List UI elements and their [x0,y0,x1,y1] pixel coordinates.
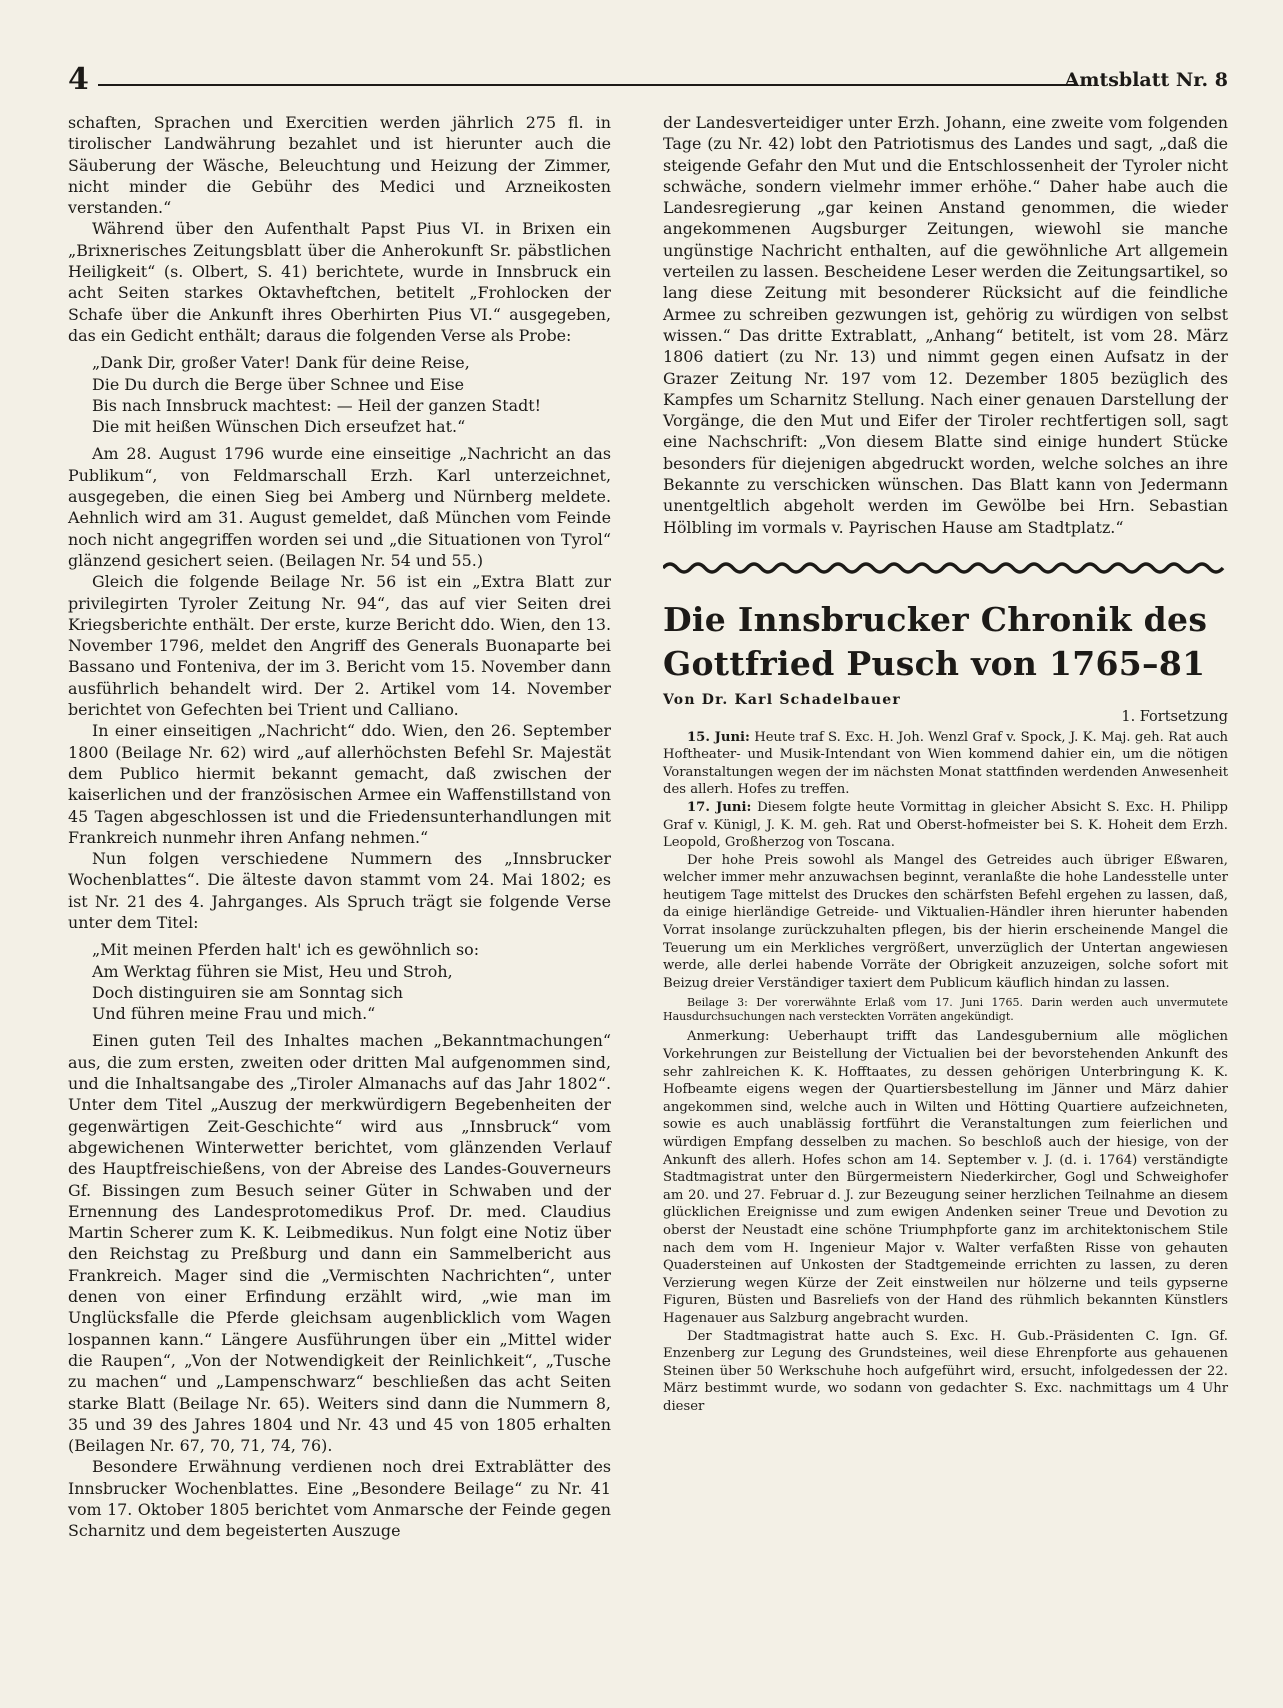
verse-line: „Dank Dir, großer Vater! Dank für deine Reise, [92,353,470,373]
entry-text: Diesem folgte heute Vormittag in gleicher Absicht S. Exc. H. Philipp Graf v. Künigl, J. K. M. geh. Rat und Oberst-hofmeister bei S. K. Hoheit dem Erzh. Leopold, Großherzog von Toscana. [663,799,1229,851]
wavy-separator [663,556,1228,580]
paragraph: Nun folgen verschiedene Nummern des „Innsbrucker Wochenblattes“. Die älteste davon stammt vom 24. Mai 1802; es ist Nr. 21 des 4. Jahrganges. Als Spruch trägt sie folgende Verse unter dem Titel: [68,849,611,932]
chronicle-entry: Anmerkung: Ueberhaupt trifft das Landesgubernium alle möglichen Vorkehrungen zur Beistellung der Victualien bei der bevorstehenden Ankunft des sehr zahlreichen K. K. Hofftaates, zu dessen gehörigen Unterbringung K. K. Hofbeamte eigens wegen der Quartiersbestellung im Jänner und März dahier angekommen sind, welche auch in Wilten und Hötting Quartiere aufzeichneten, sowie es auch unablässig fortführt die Veranstaltungen zum feierlichen und würdigen Empfang desselben zu machen. So beschloß auch der hiesige, von der Ankunft des allerh. Hofes schon am 14. September v. J. (d. i. 1764) verständigte Stadtmagistrat unter den Bürgermeistern Niederkircher, Gogl und Schweighofer am 20. und 27. Februar d. J. zur Bezeugung seiner herzlichen Teilnahme an diesem glücklichen Ereignisse und zum ewigen Andenken seiner Treue und Devotion zu oberst der Neustadt eine schöne Triumphpforte ganz im architektonischem Stile nach dem vom H. Ingenieur Major v. Walter verfaßten Risse von gehauten Quadersteinen auf Unkosten der Stadtgemeinde errichten zu lassen, zu deren Verzierung wegen Kürze der Zeit einstweilen nur hölzerne und teils gypserne Figuren, Büsten und Basreliefs von der Hand des rühmlich bekannten Künstlers Hagenauer aus Salzburg angebracht wurden. [663,1029,1228,1326]
paragraph: Einen guten Teil des Inhaltes machen „Bekanntmachungen“ aus, die zum ersten, zweiten oder dritten Mal aufgenommen sind, und die Inhaltsangabe des „Tiroler Almanachs auf das Jahr 1802“. Unter dem Titel „Auszug der merkwürdigern Begebenheiten der gegenwärtigen Zeit-Geschichte“ wird aus „Innsbruck“ vom abgewichenen Winterwetter berichtet, vom glänzenden Verlauf des Hauptfreischießens, von der Abreise des Landes-Gouverneurs Gf. Bissingen zum Besuch seiner Güter in Schwaben und der Ernennung des Landesprotomedikus Prof. Dr. med. Claudius Martin Scherer zum K. K. Leibmedikus. Nun folgt eine Notiz über den Reichstag zu Preßburg und dann ein Sammelbericht aus Frankreich. Mager sind die „Vermischten Nachrichten“, unter denen von einer Erfindung erzählt wird, „wie man im Unglücksfalle die Pferde gleichsam augenblicklich vom Wagen lospannen kann.“ Längere Ausführungen über ein „Mittel wider die Raupen“, „Von der Notwendigkeit der Reinlichkeit“, „Tusche zu machen“ und „Lampenschwarz“ beschließen das acht Seiten starke Blatt (Beilage Nr. 65). Weiters sind dann die Nummern 8, 35 und 39 des Jahres 1804 und Nr. 43 und 45 von 1805 erhalten (Beilagen Nr. 67, 70, 71, 74, 76). [68,1031,611,1456]
publication-title: Amtsblatt Nr. 8 [1064,69,1228,91]
verse-line: „Mit meinen Pferden halt' ich es gewöhnlich so: [92,940,480,960]
entry-date: 17. Juni: [687,799,752,815]
paragraph: In einer einseitigen „Nachricht“ ddo. Wien, den 26. September 1800 (Beilage Nr. 62) wird „auf allerhöchsten Befehl Sr. Majestät dem Publico hiermit bekannt gemacht, daß zwischen der kaiserlichen und der französischen Armee ein Waffenstillstand von 45 Tagen abgeschlossen ist und die Friedensunterhandlungen mit Frankreich nunmehr ihren Anfang nehmen.“ [68,721,611,847]
paragraph: Während über den Aufenthalt Papst Pius VI. in Brixen ein „Brixnerisches Zeitungsblatt über die Anherokunft Sr. päbstlichen Heiligkeit“ (s. Olbert, S. 41) berichtete, wurde in Innsbruck ein acht Seiten starkes Oktavheftchen, betitelt „Frohlocken der Schafe über die Ankunft ihres Oberhirten Pius VI.“ ausgegeben, das ein Gedicht enthält; daraus die folgenden Verse als Probe: [68,219,611,345]
chronicle-body [663,729,1228,1416]
continuation-label: 1. Fortsetzung [1121,709,1228,726]
verse-line: Die mit heißen Wünschen Dich erseufzet hat.“ [92,417,466,437]
page-header [68,64,1228,96]
chronicle-entry: Der Stadtmagistrat hatte auch S. Exc. H. Gub.-Präsidenten C. Ign. Gf. Enzenberg zur Legung des Grundsteines, weil diese Ehrenpforte aus gehauenen Steinen über 50 Werkschuhe hoch aufgeführt wird, ersucht, infolgedessen der 22. März bestimmt wurde, wo sodann von gedachter S. Exc. nachmittags um 4 Uhr dieser [663,1328,1228,1414]
right-column [663,112,1228,1416]
paragraph: Gleich die folgende Beilage Nr. 56 ist ein „Extra Blatt zur privilegirten Tyroler Zeitung Nr. 94“, das auf vier Seiten drei Kriegsberichte enthält. Der erste, kurze Bericht ddo. Wien, den 13. November 1796, meldet den Angriff des Generals Buonaparte bei Bassano und Fonteniva, der im 3. Bericht vom 15. November dann ausführlich behandelt wird. Der 2. Artikel vom 14. November berichtet von Gefechten bei Trient und Calliano. [68,572,612,720]
page-number: 4 [68,62,89,97]
paragraph: Besondere Erwähnung verdienen noch drei Extrablätter des Innsbrucker Wochenblattes. Eine „Besondere Beilage“ zu Nr. 41 vom 17. Oktober 1805 berichtet vom Anmarsche der Feinde gegen Scharnitz und dem begeisterten Auszuge [68,1457,611,1541]
paragraph: der Landesverteidiger unter Erzh. Johann, eine zweite vom folgenden Tage (zu Nr. 42) lobt den Patriotismus des Landes und sagt, „daß die steigende Gefahr den Mut und die Entschlossenheit der Tyroler nicht schwäche, sondern vielmehr immer erhöhe.“ Daher habe auch die Landesregierung „gar keinen Anstand genommen, die wieder angekommenen Augsburger Zeitungen, wiewohl sie manche ungünstige Nachricht enthalten, auf die gewöhnliche Art allgemein verteilen zu lassen. Bescheidene Leser werden die Zeitungsartikel, so lang diese Zeitung mit besonderer Rücksicht auf die feindliche Armee zu schreiben gezwungen ist, gehörig zu würdigen von selbst wissen.“ Das dritte Extrablatt, „Anhang“ betitelt, ist vom 28. März 1806 datiert (zu Nr. 13) und nimmt gegen einen Aufsatz in der Grazer Zeitung Nr. 197 vom 12. Dezember 1805 bezüglich des Kampfes um Scharnitz Stellung. Nach einer genauen Darstellung der Vorgänge, die den Mut und Eifer der Tiroler rechtfertigen soll, sagt eine Nachschrift: „Von diesem Blatte sind einige hundert Stücke besonders für diejenigen abgedruckt worden, welche solches an ihre Bekannte zu verschicken wünschen. Das Blatt kann von Jedermann unentgeltlich abgeholt werden im Gewölbe bei Hrn. Sebastian Hölbling im vormals v. Payrischen Hause am Stadtplatz.“ [663,113,1228,537]
verse-line: Doch distinguiren sie am Sonntag sich [92,982,404,1002]
verse-block [92,939,611,1024]
paragraph: Am 28. August 1796 wurde eine einseitige „Nachricht an das Publikum“, von Feldmarschall Erzh. Karl unterzeichnet, ausgegeben, die einen Sieg bei Amberg und Nürnberg meldete. Aehnlich wird am 31. August gemeldet, daß München vom Feinde noch nicht angegriffen worden sei und „die Situationen von Tyrol“ glänzend gesichert seien. (Beilagen Nr. 54 und 55.) [68,444,611,570]
article-byline: Von Dr. Karl Schadelbauer [663,691,901,708]
entry-text: Heute traf S. Exc. H. Joh. Wenzl Graf v. Spock, J. K. Maj. geh. Rat auch Hoftheater- und Musik-Intendant von Wien kommend dahier ein, um die nötigen Voranstaltungen wegen der im nächsten Monat stattfinden werdenden Anwesenheit des allerh. Hofes zu treffen. [663,729,1228,798]
left-column [68,112,611,1542]
verse-line: Am Werktag führen sie Mist, Heu und Stroh, [92,961,453,981]
verse-line: Die Du durch die Berge über Schnee und Eise [92,374,465,394]
article-title: Die Innsbrucker Chronik des Gottfried Pusch von 1765–81 [663,599,1208,683]
verse-line: Bis nach Innsbruck machtest: — Heil der ganzen Stadt! [92,395,542,415]
chronicle-entry: Der hohe Preis sowohl als Mangel des Getreides auch übriger Eßwaren, welcher immer mehr anzuwachsen beginnt, veranlaßte die hohe Landesstelle unter heutigem Tage mittelst des Druckes den schärfsten Befehl ergehen zu lassen, daß, da einige hierländige Getreide- und Viktualien-Händler ihren hierunter habenden Vorrat insolange zurückzuhalten pflegen, bis der hierin erscheinende Mangel die Teuerung um ein Merkliches vergrößert, unverzüglich der Untertan angewiesen werde, alle derlei habende Vorräte der Obrigkeit anzuzeigen, solche sofort mit Beizug dreier Verständiger taxiert dem Publicum käuflich hindan zu lassen. [663,852,1228,991]
entry-date: 15. Juni: [687,729,750,745]
footnote: Beilage 3: Der vorerwähnte Erlaß vom 17. Juni 1765. Darin werden auch unvermutete Hausdurchsuchungen nach versteckten Vorräten angekündigt. [663,996,1228,1024]
paragraph: schaften, Sprachen und Exercitien werden jährlich 275 fl. in tirolischer Landwährung bezahlet und ist hierunter auch die Säuberung der Wäsche, Beleuchtung und Heizung der Zimmer, nicht minder die Gebühr des Medici und Arzneikosten verstanden.“ [68,113,611,218]
verse-line: Und führen meine Frau und mich.“ [92,1004,376,1024]
chronicle-entry [663,729,1228,799]
verse-block [92,352,611,437]
header-rule [98,84,1078,86]
chronicle-entry [663,799,1228,852]
